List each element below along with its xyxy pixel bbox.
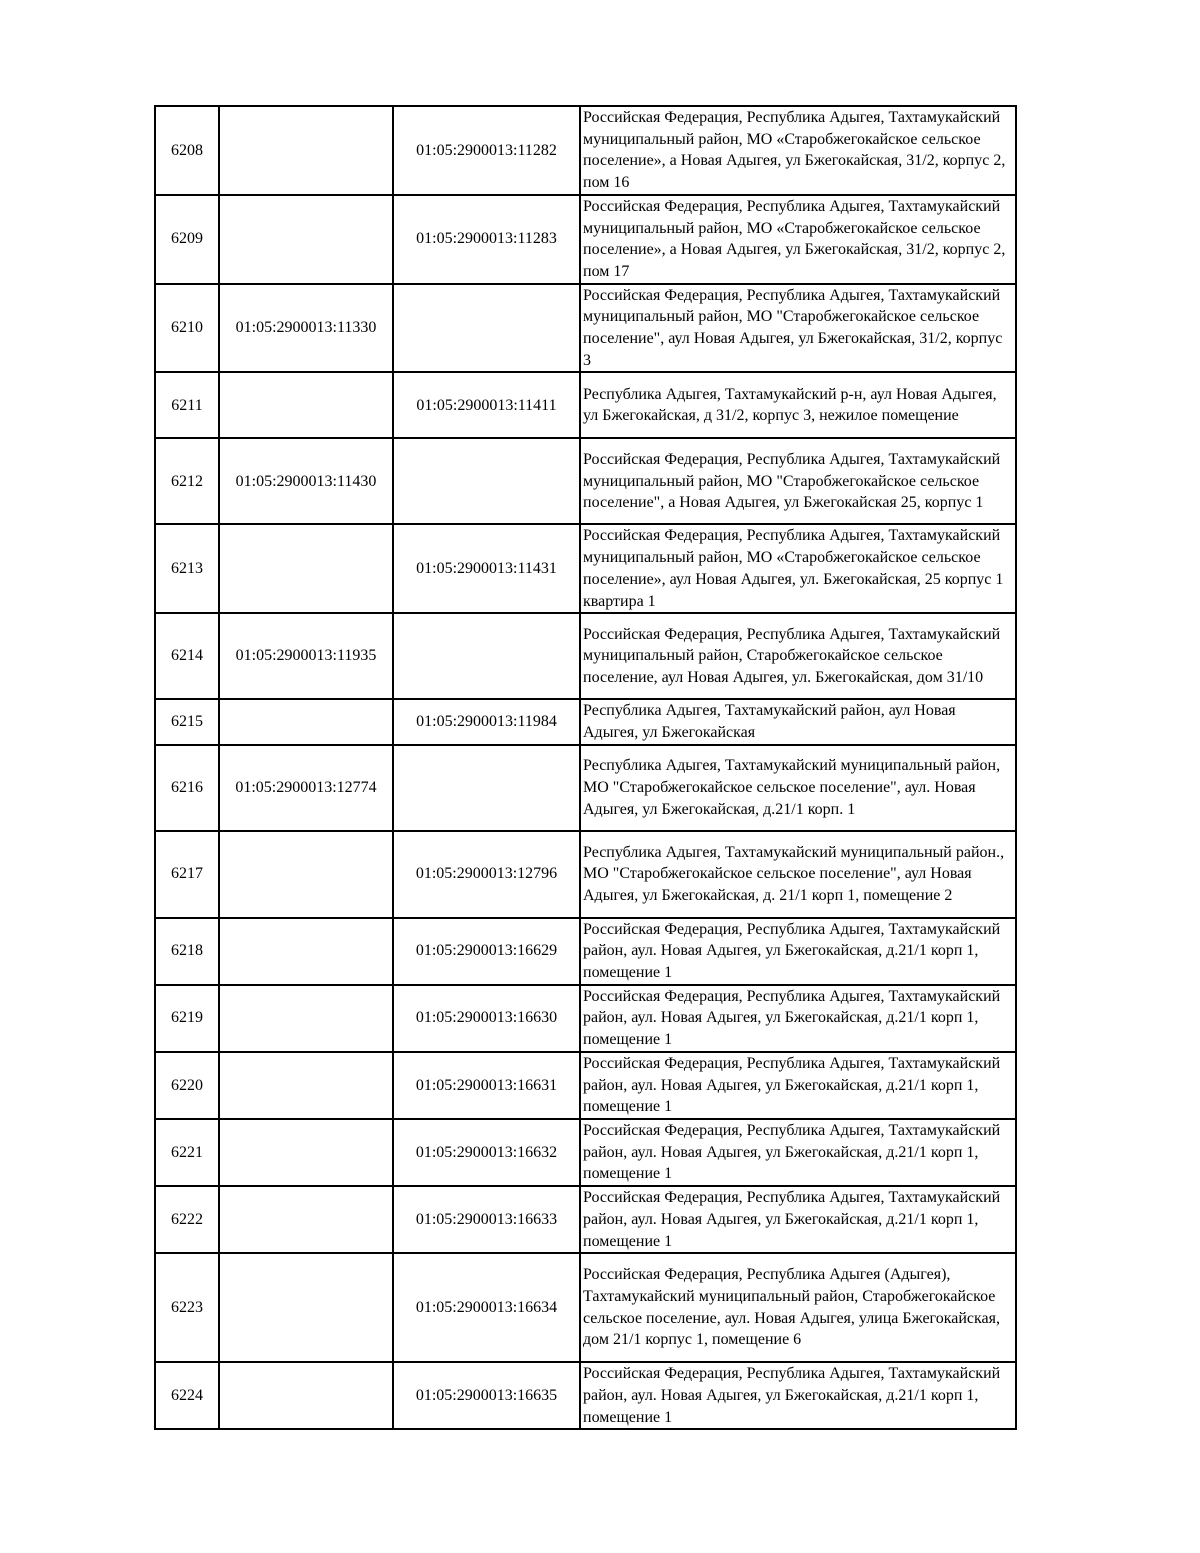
cadastral-number-b: 01:05:2900013:16634	[393, 1253, 580, 1362]
cadastral-number-a	[219, 372, 393, 438]
cadastral-number-a	[219, 699, 393, 744]
row-number: 6222	[155, 1186, 219, 1253]
cadastral-number-a	[219, 524, 393, 613]
cadastral-number-b: 01:05:2900013:11283	[393, 195, 580, 284]
row-number: 6215	[155, 699, 219, 744]
cadastral-number-a	[219, 1186, 393, 1253]
table-row	[155, 1362, 1016, 1429]
table-row	[155, 106, 1016, 195]
row-number: 6208	[155, 106, 219, 195]
row-number: 6221	[155, 1119, 219, 1186]
cadastral-number-a: 01:05:2900013:11430	[219, 438, 393, 524]
cadastral-number-b: 01:05:2900013:16631	[393, 1052, 580, 1119]
row-number: 6214	[155, 613, 219, 699]
cadastral-number-b: 01:05:2900013:11411	[393, 372, 580, 438]
cadastral-number-b: 01:05:2900013:11984	[393, 699, 580, 744]
cadastral-number-b	[393, 438, 580, 524]
address-cell: Российская Федерация, Республика Адыгея, Тахтамукайский муниципальный район, МО «Старобжегокайское сельское поселение», аул Новая Адыгея, ул. Бжегокайская, 25 корпус 1 квартира 1	[580, 524, 1016, 613]
address-cell: Республика Адыгея, Тахтамукайский район, аул Новая Адыгея, ул Бжегокайская	[580, 699, 1016, 744]
cadastral-number-a	[219, 195, 393, 284]
cadastral-number-b: 01:05:2900013:11282	[393, 106, 580, 195]
row-number: 6210	[155, 284, 219, 373]
table-row	[155, 284, 1016, 373]
cadastral-number-a	[219, 831, 393, 918]
cadastral-number-a	[219, 918, 393, 985]
row-number: 6218	[155, 918, 219, 985]
table-row	[155, 1119, 1016, 1186]
cadastral-number-b	[393, 613, 580, 699]
address-cell: Российская Федерация, Республика Адыгея, Тахтамукайский муниципальный район, МО «Старобжегокайское сельское поселение», а Новая Адыгея, ул Бжегокайская, 31/2, корпус 2, пом 16	[580, 106, 1016, 195]
row-number: 6211	[155, 372, 219, 438]
registry-table-body	[155, 106, 1016, 1429]
row-number: 6224	[155, 1362, 219, 1429]
table-row	[155, 1186, 1016, 1253]
address-cell: Российская Федерация, Республика Адыгея, Тахтамукайский муниципальный район, МО "Старобжегокайское сельское поселение", а Новая Адыгея, ул Бжегокайская 25, корпус 1	[580, 438, 1016, 524]
cadastral-number-b: 01:05:2900013:16630	[393, 985, 580, 1052]
cadastral-number-a	[219, 1253, 393, 1362]
address-cell: Российская Федерация, Республика Адыгея, Тахтамукайский муниципальный район, Старобжегокайское сельское поселение, аул Новая Адыгея, ул. Бжегокайская, дом 31/10	[580, 613, 1016, 699]
cadastral-number-b: 01:05:2900013:16635	[393, 1362, 580, 1429]
row-number: 6219	[155, 985, 219, 1052]
table-row	[155, 195, 1016, 284]
row-number: 6209	[155, 195, 219, 284]
address-cell: Российская Федерация, Республика Адыгея (Адыгея), Тахтамукайский муниципальный район, Старобжегокайское сельское поселение, аул. Новая Адыгея, улица Бжегокайская, дом 21/1 корпус 1, помещение 6	[580, 1253, 1016, 1362]
cadastral-number-a	[219, 1052, 393, 1119]
address-cell: Российская Федерация, Республика Адыгея, Тахтамукайский район, аул. Новая Адыгея, ул Бжегокайская, д.21/1 корп 1, помещение 1	[580, 918, 1016, 985]
table-row	[155, 524, 1016, 613]
row-number: 6216	[155, 745, 219, 831]
address-cell: Российская Федерация, Республика Адыгея, Тахтамукайский район, аул. Новая Адыгея, ул Бжегокайская, д.21/1 корп 1, помещение 1	[580, 1362, 1016, 1429]
address-cell: Республика Адыгея, Тахтамукайский р-н, аул Новая Адыгея, ул Бжегокайская, д 31/2, корпус 3, нежилое помещение	[580, 372, 1016, 438]
table-row	[155, 1052, 1016, 1119]
address-cell: Российская Федерация, Республика Адыгея, Тахтамукайский муниципальный район, МО "Старобжегокайское сельское поселение", аул Новая Адыгея, ул Бжегокайская, 31/2, корпус 3	[580, 284, 1016, 373]
address-cell: Российская Федерация, Республика Адыгея, Тахтамукайский район, аул. Новая Адыгея, ул Бжегокайская, д.21/1 корп 1, помещение 1	[580, 1119, 1016, 1186]
cadastral-number-a: 01:05:2900013:11935	[219, 613, 393, 699]
row-number: 6212	[155, 438, 219, 524]
table-row	[155, 831, 1016, 918]
cadastral-number-a	[219, 1362, 393, 1429]
address-cell: Российская Федерация, Республика Адыгея, Тахтамукайский муниципальный район, МО «Старобжегокайское сельское поселение», а Новая Адыгея, ул Бжегокайская, 31/2, корпус 2, пом 17	[580, 195, 1016, 284]
cadastral-number-b: 01:05:2900013:12796	[393, 831, 580, 918]
table-row	[155, 918, 1016, 985]
table-row	[155, 985, 1016, 1052]
registry-table	[154, 105, 1017, 1430]
row-number: 6223	[155, 1253, 219, 1362]
cadastral-number-a	[219, 1119, 393, 1186]
table-row	[155, 699, 1016, 744]
cadastral-number-b	[393, 745, 580, 831]
table-row	[155, 1253, 1016, 1362]
row-number: 6213	[155, 524, 219, 613]
cadastral-number-b: 01:05:2900013:16633	[393, 1186, 580, 1253]
address-cell: Республика Адыгея, Тахтамукайский муниципальный район, МО "Старобжегокайское сельское поселение", аул. Новая Адыгея, ул Бжегокайская, д.21/1 корп. 1	[580, 745, 1016, 831]
table-row	[155, 372, 1016, 438]
cadastral-number-b	[393, 284, 580, 373]
row-number: 6217	[155, 831, 219, 918]
table-row	[155, 438, 1016, 524]
row-number: 6220	[155, 1052, 219, 1119]
cadastral-number-b: 01:05:2900013:11431	[393, 524, 580, 613]
cadastral-number-a: 01:05:2900013:11330	[219, 284, 393, 373]
table-row	[155, 745, 1016, 831]
cadastral-number-a: 01:05:2900013:12774	[219, 745, 393, 831]
cadastral-number-a	[219, 106, 393, 195]
table-row	[155, 613, 1016, 699]
address-cell: Российская Федерация, Республика Адыгея, Тахтамукайский район, аул. Новая Адыгея, ул Бжегокайская, д.21/1 корп 1, помещение 1	[580, 1186, 1016, 1253]
address-cell: Российская Федерация, Республика Адыгея, Тахтамукайский район, аул. Новая Адыгея, ул Бжегокайская, д.21/1 корп 1, помещение 1	[580, 1052, 1016, 1119]
cadastral-number-b: 01:05:2900013:16629	[393, 918, 580, 985]
cadastral-number-a	[219, 985, 393, 1052]
address-cell: Республика Адыгея, Тахтамукайский муниципальный район., МО "Старобжегокайское сельское поселение", аул Новая Адыгея, ул Бжегокайская, д. 21/1 корп 1, помещение 2	[580, 831, 1016, 918]
cadastral-number-b: 01:05:2900013:16632	[393, 1119, 580, 1186]
address-cell: Российская Федерация, Республика Адыгея, Тахтамукайский район, аул. Новая Адыгея, ул Бжегокайская, д.21/1 корп 1, помещение 1	[580, 985, 1016, 1052]
